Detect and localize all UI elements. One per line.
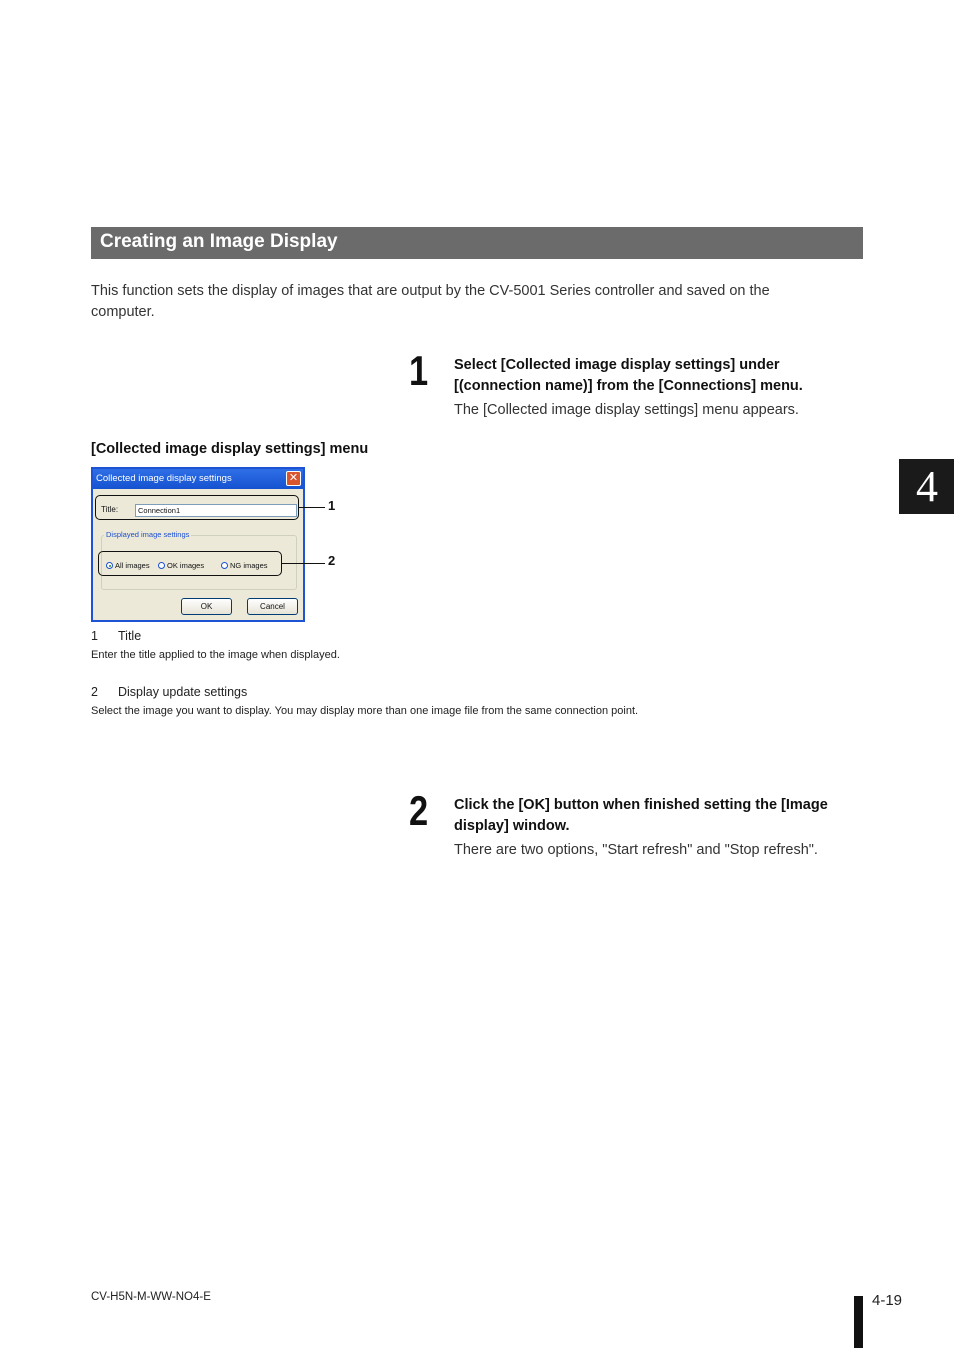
title-input[interactable]: Connection1 — [135, 504, 297, 517]
item-1-description: Enter the title applied to the image when displayed. — [91, 649, 340, 661]
item-1-name: Title — [118, 629, 142, 643]
group-legend: Displayed image settings — [106, 530, 190, 539]
section-title: Creating an Image Display — [91, 227, 863, 259]
page-marker-bar — [854, 1296, 863, 1348]
item-2-description: Select the image you want to display. You may display more than one image file from the same connection point. — [91, 705, 639, 717]
callout-number-2: 2 — [328, 553, 336, 568]
intro-paragraph: This function sets the display of images that are output by the CV-5001 Series controller and saved on the computer. — [91, 283, 770, 320]
title-label: Title: — [101, 505, 119, 514]
step-2-number: 2 — [409, 787, 429, 834]
item-2-name: Display update settings — [118, 685, 248, 699]
close-icon[interactable]: ✕ — [286, 471, 301, 486]
callout-box-2 — [98, 551, 282, 576]
settings-dialog — [91, 467, 305, 622]
item-1-number: 1 — [91, 629, 98, 643]
radio-label: All images — [115, 561, 150, 570]
page-number: 4-19 — [872, 1292, 903, 1309]
callout-number-1: 1 — [328, 498, 336, 513]
callout-leader-1 — [299, 507, 325, 508]
step-1-body: The [Collected image display settings] menu appears. — [454, 402, 799, 418]
chapter-tab: 4 — [899, 459, 954, 514]
step-2-body: There are two options, "Start refresh" and "Stop refresh". — [454, 842, 818, 858]
callout-box-1 — [95, 495, 299, 520]
menu-caption: [Collected image display settings] menu — [91, 441, 369, 457]
radio-label: OK images — [167, 561, 205, 570]
step-2-heading: Click the [OK] button when finished setting the [Image display] window. — [454, 797, 828, 834]
step-1-heading: Select [Collected image display settings] under [(connection name)] from the [Connections] menu. — [454, 357, 803, 394]
item-2-number: 2 — [91, 685, 98, 699]
dialog-title: Collected image display settings — [93, 469, 303, 489]
ok-button[interactable]: OK — [181, 598, 232, 615]
callout-leader-2 — [282, 563, 325, 564]
radio-label: NG images — [230, 561, 268, 570]
cancel-button[interactable]: Cancel — [247, 598, 298, 615]
footer-doc-code: CV-H5N-M-WW-NO4-E — [91, 1291, 211, 1303]
step-1-number: 1 — [409, 347, 429, 394]
